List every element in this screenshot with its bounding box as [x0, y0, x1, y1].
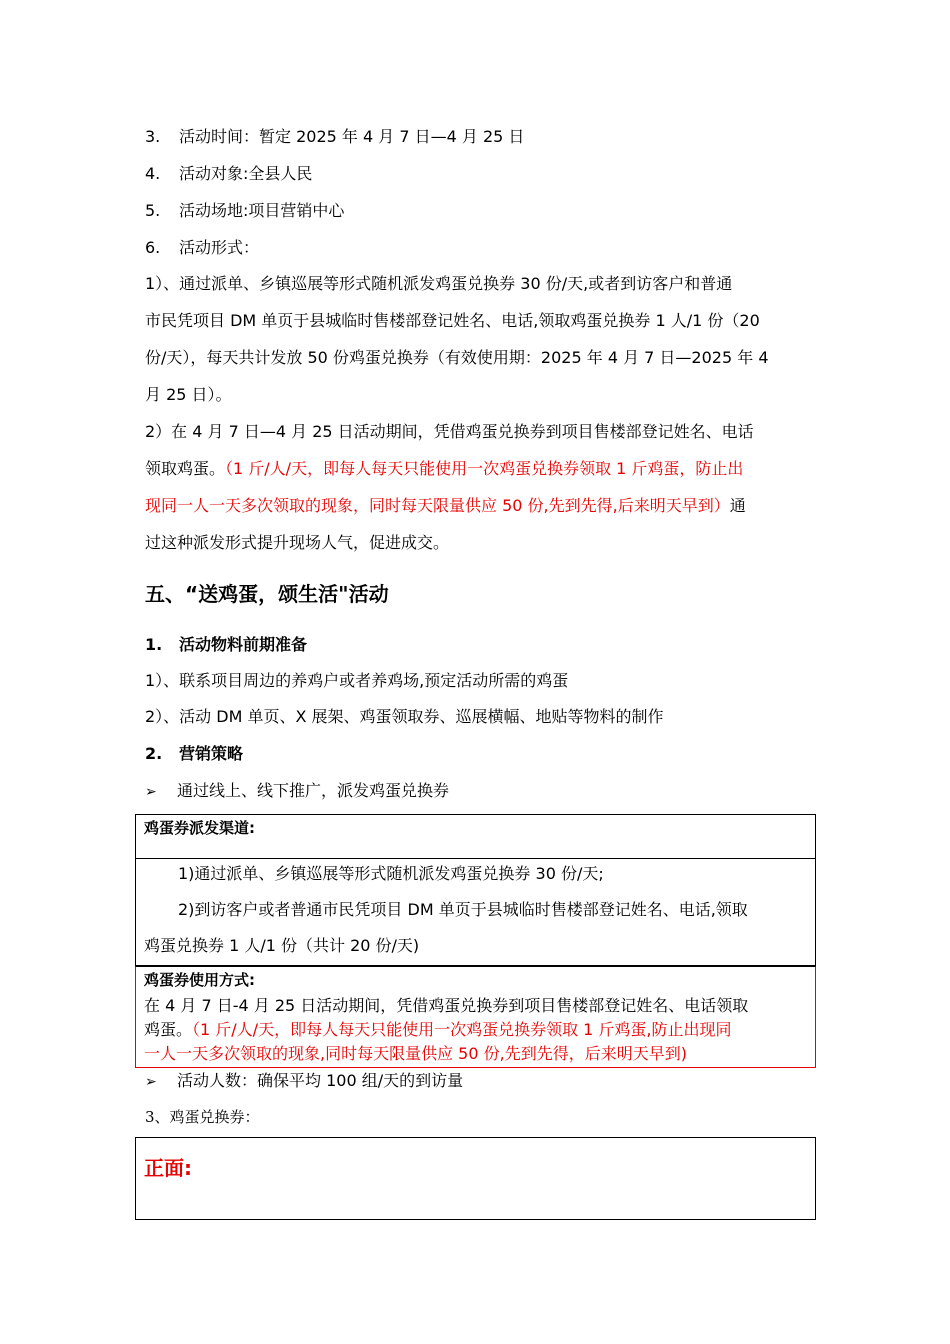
form-para2-line: 过这种派发形式提升现场人气，促进成交。 — [145, 533, 450, 552]
item-activity-time: 3. 活动时间：暂定 2025 年 4 月 7 日—4 月 25 日 — [145, 127, 525, 146]
form-para1-line: 1）、通过派单、乡镇巡展等形式随机派发鸡蛋兑换券 30 份/天,或者到访客户和普通 — [145, 274, 733, 293]
usage-line: 鸡蛋。（1 斤/人/天，即每人每天只能使用一次鸡蛋兑换券领取 1 斤鸡蛋,防止出现同 — [144, 1020, 732, 1039]
subsection-heading: 2. 营销策略 — [145, 744, 244, 763]
form-para1-line: 份/天），每天共计发放 50 份鸡蛋兑换券（有效使用期：2025 年 4 月 7 日—2025 年 4 — [145, 348, 769, 367]
usage-line: 在 4 月 7 日-4 月 25 日活动期间，凭借鸡蛋兑换券到项目售楼部登记姓名、电话领取 — [144, 996, 749, 1015]
form-para1-line: 月 25 日）。 — [145, 385, 232, 404]
section-heading: 五、“送鸡蛋，颂生活"活动 — [145, 582, 389, 606]
usage-label: 鸡蛋券使用方式: — [144, 971, 255, 989]
form-para2-line: 2）在 4 月 7 日—4 月 25 日活动期间，凭借鸡蛋兑换券到项目售楼部登记姓名、电话 — [145, 422, 754, 441]
strategy-bullet: ➢ 通过线上、线下推广，派发鸡蛋兑换券 — [145, 780, 449, 803]
front-label: 正面: — [144, 1156, 192, 1180]
usage-box — [135, 966, 816, 1068]
materials-item: 1）、联系项目周边的养鸡户或者养鸡场,预定活动所需的鸡蛋 — [145, 671, 569, 690]
channels-box — [135, 814, 816, 966]
subsection-heading: 1. 活动物料前期准备 — [145, 635, 308, 654]
subsection-voucher: 3、鸡蛋兑换券： — [145, 1108, 260, 1126]
channels-line: 鸡蛋兑换券 1 人/1 份（共计 20 份/天) — [144, 936, 420, 955]
voucher-front-box — [135, 1137, 816, 1220]
usage-line: 一人一天多次领取的现象,同时每天限量供应 50 份,先到先得，后来明天早到) — [144, 1044, 687, 1063]
box-divider — [136, 858, 815, 859]
form-para2-line: 现同一人一天多次领取的现象，同时每天限量供应 50 份,先到先得,后来明天早到）通 — [145, 496, 746, 515]
materials-item: 2）、活动 DM 单页、X 展架、鸡蛋领取券、巡展横幅、地贴等物料的制作 — [145, 707, 664, 726]
channels-line: 2)到访客户或者普通市民凭项目 DM 单页于县城临时售楼部登记姓名、电话,领取 — [178, 900, 748, 919]
item-activity-venue: 5. 活动场地:项目营销中心 — [145, 201, 345, 220]
arrow-bullet-icon: ➢ — [145, 784, 157, 800]
item-activity-target: 4. 活动对象:全县人民 — [145, 164, 313, 183]
form-para1-line: 市民凭项目 DM 单页于县城临时售楼部登记姓名、电话,领取鸡蛋兑换券 1 人/1 份（20 — [145, 311, 760, 330]
arrow-bullet-icon: ➢ — [145, 1074, 157, 1090]
strategy-bullet: ➢ 活动人数：确保平均 100 组/天的到访量 — [145, 1070, 463, 1093]
channels-label: 鸡蛋券派发渠道: — [144, 819, 255, 837]
form-para2-line: 领取鸡蛋。（1 斤/人/天，即每人每天只能使用一次鸡蛋兑换券领取 1 斤鸡蛋，防止出 — [145, 459, 744, 478]
channels-line: 1)通过派单、乡镇巡展等形式随机派发鸡蛋兑换券 30 份/天; — [178, 864, 604, 883]
item-activity-form: 6. 活动形式： — [145, 238, 260, 257]
